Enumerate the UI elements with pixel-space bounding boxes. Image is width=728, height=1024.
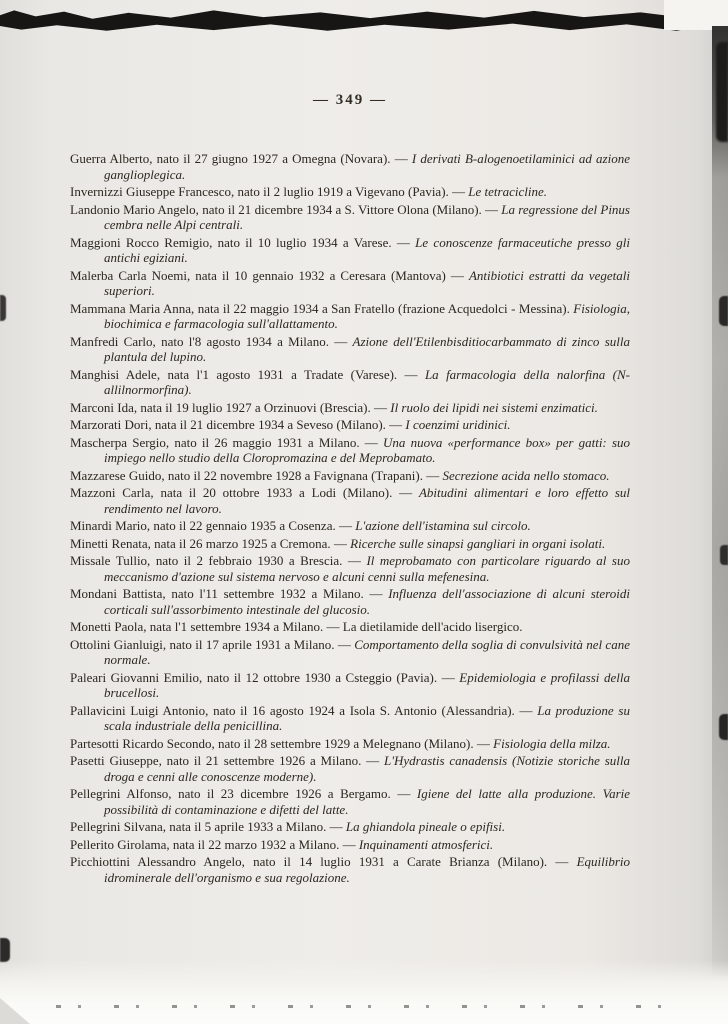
entry-thesis-title: Equilibrio idrominerale dell'organismo e sua regolazione. (104, 854, 631, 885)
entry (70, 518, 630, 534)
entry (70, 619, 630, 635)
entry-birth-info: nato il 16 agosto 1924 a Isola S. Antonio (Alessandria). — (213, 702, 538, 718)
entry-birth-info: nata il 22 marzo 1932 a Milano. — (172, 836, 359, 852)
entry-name: Marconi Ida, (70, 399, 141, 415)
entry (70, 235, 630, 266)
entry (70, 670, 630, 701)
scan-artifact-right-blob (720, 545, 728, 565)
entry-thesis-title: Azione dell'Etilenbisditiocarbammato di zinco sulla plantula del lupino. (104, 333, 630, 364)
entry-birth-info: nata il 10 gennaio 1932 a Ceresara (Mantova) — (195, 267, 469, 283)
entry (70, 586, 630, 617)
scan-artifact-bottom-speckle (42, 1005, 692, 1008)
entry-name: Minetti Renata, (70, 535, 155, 551)
entry (70, 184, 630, 200)
entry-thesis-title: Influenza dell'associazione di alcuni steroidi corticali sull'assorbimento intestinale del glucosio. (104, 586, 630, 617)
page-number: — 349 — (313, 92, 387, 108)
entry-birth-info: nato il 2 febbraio 1930 a Brescia. — (155, 553, 367, 568)
entry-birth-info: nato il 2 luglio 1919 a Vigevano (Pavia). — (237, 184, 469, 199)
entry-thesis-title: Fisiologia della milza. (493, 735, 611, 751)
entry-birth-info: nato il 27 giugno 1927 a Omegna (Novara). — (156, 151, 412, 166)
entry-name: Maggioni Rocco Remigio, (70, 234, 218, 250)
entry-birth-info: nato il 22 gennaio 1935 a Cosenza. — (153, 518, 356, 533)
entry-thesis-title: Epidemiologia e profilassi della brucellosi. (104, 669, 630, 700)
entry (70, 485, 630, 516)
entry-birth-info: nato il 17 aprile 1931 a Milano. — (169, 636, 355, 652)
entry-thesis-title: Una nuova «performance box» per gatti: suo impiego nello studio della Cloropromazina e del Meprobamato. (104, 434, 631, 465)
entry-thesis-title: Secrezione acida nello stomaco. (442, 467, 610, 483)
entry-name: Mondani Battista, (70, 586, 172, 601)
entry-birth-info: nato l'11 settembre 1932 a Milano. — (171, 586, 389, 601)
entry-thesis-title: Ricerche sulle sinapsi gangliari in organi isolati. (350, 535, 606, 551)
entry-name: Ottolini Gianluigi, (70, 636, 170, 652)
entry-thesis-title: La produzione su scala industriale della penicillina. (104, 702, 630, 733)
entry-name: Minardi Mario, (70, 518, 154, 533)
entry-name: Paleari Giovanni Emilio, (70, 669, 207, 685)
entry (70, 837, 630, 853)
entry-thesis-title: La dietilamide dell'acido lisergico. (342, 619, 523, 634)
scan-fold-corner (0, 998, 30, 1024)
entry-name: Partesotti Ricardo Secondo, (70, 735, 219, 751)
entry (70, 400, 630, 416)
entry-name: Pellegrini Silvana, (70, 819, 170, 834)
entry-name: Pallavicini Luigi Antonio, (70, 702, 214, 718)
entry (70, 786, 630, 817)
scan-artifact-right-blob (719, 714, 728, 740)
entry-name: Pellegrini Alfonso, (70, 786, 179, 801)
entry-thesis-title: La regressione del Pinus cembra nelle Alpi centrali. (104, 201, 630, 232)
entry-thesis-title: Le conoscenze farmaceutiche presso gli antichi egiziani. (104, 234, 630, 265)
entry-name: Mascherpa Sergio, (70, 434, 175, 450)
entry-name: Monetti Paola, (70, 619, 150, 634)
entry-thesis-title: La farmacologia della nalorfina (N-allilnormorfina). (104, 366, 631, 397)
entry-thesis-title: Comportamento della soglia di convulsività nel cane normale. (104, 636, 630, 667)
entry-birth-info: nato l'8 agosto 1934 a Milano. — (161, 333, 353, 349)
entry-thesis-title: Igiene del latte alla produzione. Varie possibilità di contaminazione e difetti del latte. (104, 786, 631, 817)
entry-name: Manghisi Adele, (70, 366, 168, 382)
scan-artifact-left-mark (0, 938, 10, 962)
page-content (70, 92, 630, 887)
entry-name: Missale Tullio, (70, 553, 156, 568)
entry-birth-info: nato il 23 dicembre 1926 a Bergamo. — (178, 786, 417, 801)
entry-thesis-title: Il meprobamato con particolare riguardo al suo meccanismo d'azione sul sistema nervoso e alcuni cenni sulla mefenesina. (104, 553, 630, 584)
entry-thesis-title: L'Hydrastis canadensis (Notizie storiche sulla droga e cenni alle conoscenze moderne). (104, 753, 630, 784)
entry-birth-info: nato il 10 luglio 1934 a Varese. — (217, 234, 416, 250)
entry-name: Manfredi Carlo, (70, 333, 162, 349)
entry-birth-info: nata il 21 dicembre 1934 a Seveso (Milano). — (154, 417, 406, 432)
scan-artifact-right-band (712, 26, 728, 976)
entry-thesis-title: I derivati B-alogenoetilaminici ad azione ganglioplegica. (104, 151, 630, 182)
entry-name: Invernizzi Giuseppe Francesco, (70, 184, 238, 199)
entry-name: Pasetti Giuseppe, (70, 753, 167, 768)
entry-name: Mazzarese Guido, (70, 467, 168, 483)
entry-birth-info: nato il 12 ottobre 1930 a Csteggio (Pavia). — (206, 669, 460, 685)
entry (70, 151, 630, 182)
entry (70, 736, 630, 752)
entry (70, 637, 630, 668)
entry (70, 417, 630, 433)
entry-birth-info: nata il 20 ottobre 1933 a Lodi (Milano). — (160, 485, 419, 500)
entry-birth-info: nata il 26 marzo 1925 a Cremona. — (154, 535, 351, 551)
entry (70, 854, 630, 885)
entry (70, 703, 630, 734)
entry-name: Guerra Alberto, (70, 151, 157, 166)
entry (70, 202, 630, 233)
entry-birth-info: nato il 28 settembre 1929 a Melegnano (Milano). — (218, 735, 494, 751)
entry-birth-info: nato il 26 maggio 1931 a Milano. — (174, 434, 383, 450)
entry-thesis-title: Antibiotici estratti da vegetali superiori. (104, 267, 630, 298)
entry-name: Mazzoni Carla, (70, 485, 161, 500)
entry-birth-info: nata l'1 settembre 1934 a Milano. — (149, 619, 343, 634)
entry-name: Pellerito Girolama, (70, 836, 173, 852)
entry (70, 268, 630, 299)
entry-name: Marzorati Dori, (70, 417, 155, 432)
entry-thesis-title: Il ruolo dei lipidi nei sistemi enzimatici. (390, 399, 598, 415)
entry-thesis-title: Le tetracicline. (468, 184, 547, 199)
entry-name: Malerba Carla Noemi, (70, 267, 196, 283)
scan-artifact-top-band (0, 8, 712, 32)
entry (70, 367, 630, 398)
scan-artifact-left-mark (0, 295, 6, 321)
entry-list (70, 151, 630, 885)
entry (70, 334, 630, 365)
entry (70, 819, 630, 835)
scan-artifact-right-blob (716, 42, 728, 142)
entry-birth-info: nata l'1 agosto 1931 a Tradate (Varese). — (167, 366, 425, 382)
entry-thesis-title: La ghiandola pineale o epifisi. (345, 819, 506, 834)
entry (70, 553, 630, 584)
entry-name: Mammana Maria Anna, (70, 300, 198, 316)
entry (70, 435, 630, 466)
entry-birth-info: nato il 21 settembre 1926 a Milano. — (166, 753, 385, 768)
entry-birth-info: nata il 5 aprile 1933 a Milano. — (169, 819, 346, 834)
entry (70, 468, 630, 484)
entry (70, 753, 630, 784)
entry-birth-info: nata il 19 luglio 1927 a Orzinuovi (Brescia). — (140, 399, 391, 415)
entry-thesis-title: I coenzimi uridinici. (405, 417, 511, 432)
entry-name: Picchiottini Alessandro Angelo, (70, 854, 254, 869)
scan-artifact-right-blob (719, 296, 728, 326)
entry-thesis-title: Fisiologia, biochimica e farmacologia sull'allattamento. (104, 300, 630, 331)
scan-bottom-light-band (0, 960, 728, 1024)
entry-thesis-title: Inquinamenti atmosferici. (358, 836, 494, 852)
entry-birth-info: nato il 21 dicembre 1934 a S. Vittore Olona (Milano). — (202, 201, 502, 217)
entry-birth-info: nata il 22 maggio 1934 a San Fratello (frazione Acquedolci - Messina). (197, 300, 574, 316)
entry-thesis-title: Abitudini alimentari e loro effetto sul rendimento nel lavoro. (104, 485, 631, 516)
entry (70, 301, 630, 332)
entry-name: Landonio Mario Angelo, (70, 201, 203, 217)
entry-birth-info: nato il 22 novembre 1928 a Favignana (Trapani). — (167, 467, 443, 483)
entry (70, 536, 630, 552)
entry-thesis-title: L'azione dell'istamina sul circolo. (355, 518, 531, 533)
entry-birth-info: nato il 14 luglio 1931 a Carate Brianza (Milano). — (253, 854, 577, 869)
